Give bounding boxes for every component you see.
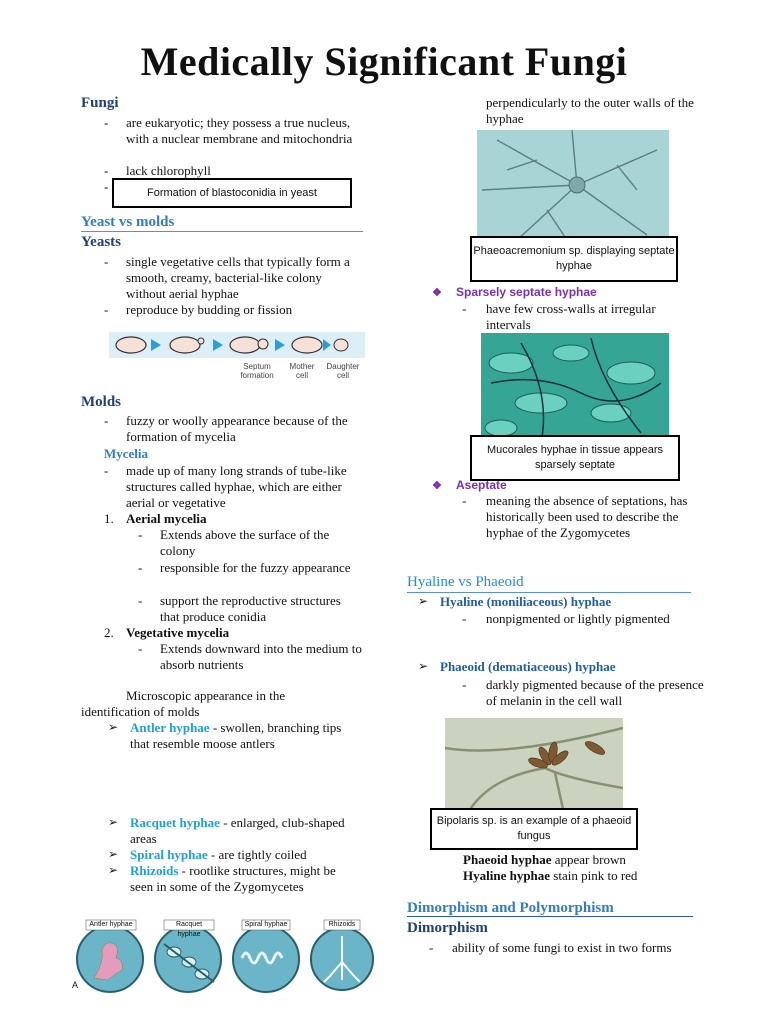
aerial-point-1: Extends above the surface of the colony bbox=[160, 527, 330, 558]
phaeoacremonium-photo bbox=[477, 130, 669, 242]
phaeoacremonium-caption: Phaeoacremonium sp. displaying septate hyphae bbox=[470, 236, 678, 282]
rhizoid-item bbox=[130, 863, 362, 895]
bullet-dash: - bbox=[104, 254, 109, 269]
rhizoid-desc: - rootlike structures, might be seen in some of the Zygomycetes bbox=[130, 863, 336, 894]
section-divider bbox=[81, 231, 363, 232]
bullet-dash: - bbox=[138, 641, 143, 656]
budding-diagram bbox=[109, 330, 365, 382]
blastoconidia-caption: Formation of blastoconidia in yeast bbox=[112, 178, 352, 208]
mucorales-photo bbox=[481, 333, 669, 445]
mycelia-heading: Mycelia bbox=[104, 446, 149, 461]
yeasts-point-2: reproduce by budding or fission bbox=[126, 302, 293, 317]
dimorphism-section-heading: Dimorphism and Polymorphism bbox=[407, 900, 614, 916]
diagram-label-rhizoids: Rhizoids bbox=[328, 921, 356, 928]
vegetative-number: 2. bbox=[104, 625, 114, 640]
phaeoid-note-text: appear brown bbox=[551, 852, 626, 867]
racquet-desc: - enlarged, club-shaped areas bbox=[130, 815, 345, 846]
diagram-label-racquet: Racquet hyphae bbox=[175, 921, 203, 938]
fungi-point-2: lack chlorophyll bbox=[126, 163, 211, 178]
aerial-title: Aerial mycelia bbox=[126, 511, 207, 526]
hyaline-note-bold: Hyaline hyphae bbox=[463, 868, 551, 883]
spiral-desc: - are tightly coiled bbox=[207, 847, 307, 862]
mycelia-point: made up of many long strands of tube-like structures called hyphae, which are either aerial or vegetative bbox=[126, 463, 347, 510]
rhizoid-label: Rhizoids bbox=[130, 863, 179, 878]
hyaline-note-text: stain pink to red bbox=[550, 868, 638, 883]
mucorales-caption: Mucorales hyphae in tissue appears sparsely septate bbox=[470, 435, 680, 481]
sparse-point: have few cross-walls at irregular intervals bbox=[486, 301, 656, 332]
diagram-label-spiral: Spiral hyphae bbox=[244, 921, 288, 928]
bullet-dash: - bbox=[138, 560, 143, 575]
bipolaris-photo bbox=[445, 718, 623, 818]
phaeoid-heading: Phaeoid (dematiaceous) hyphae bbox=[440, 659, 616, 674]
bullet-dash: - bbox=[104, 115, 109, 130]
phaeoid-note bbox=[463, 852, 626, 868]
sparse-heading: Sparsely septate hyphae bbox=[456, 285, 597, 299]
racquet-label: Racquet hyphae bbox=[130, 815, 220, 830]
bullet-dash: - bbox=[104, 302, 109, 317]
bullet-dash: - bbox=[138, 593, 143, 608]
spiral-item bbox=[130, 847, 362, 863]
bullet-dash: - bbox=[104, 179, 109, 194]
bullet-dash: - bbox=[104, 463, 109, 478]
arrow-bullet-icon: ➢ bbox=[418, 594, 429, 608]
hyaline-note bbox=[463, 868, 637, 884]
aerial-number: 1. bbox=[104, 511, 114, 526]
label-septum: Septum formation bbox=[240, 362, 274, 380]
arrow-bullet-icon: ➢ bbox=[108, 863, 119, 877]
bullet-dash: - bbox=[462, 611, 467, 626]
yeast-vs-molds-heading: Yeast vs molds bbox=[81, 214, 175, 230]
dimorphism-point: ability of some fungi to exist in two forms bbox=[452, 940, 672, 955]
hyphae-types-diagram bbox=[74, 918, 374, 996]
arrow-bullet-icon: ➢ bbox=[108, 847, 119, 861]
corner-letter: A bbox=[72, 980, 79, 990]
bullet-dash: - bbox=[462, 301, 467, 316]
molds-point: fuzzy or woolly appearance because of the formation of mycelia bbox=[126, 413, 348, 444]
dimorphism-heading: Dimorphism bbox=[407, 920, 488, 936]
antler-desc: - swollen, branching tips that resemble moose antlers bbox=[130, 720, 342, 751]
bullet-dash: - bbox=[462, 677, 467, 692]
arrow-bullet-icon: ➢ bbox=[108, 815, 119, 829]
bullet-dash: - bbox=[429, 940, 434, 955]
continued-text: perpendicularly to the outer walls of the hyphae bbox=[486, 95, 694, 126]
fungi-point-1: are eukaryotic; they possess a true nucleus, with a nuclear membrane and mitochondria bbox=[126, 115, 353, 146]
aseptate-heading: Aseptate bbox=[456, 478, 507, 492]
aerial-point-3: support the reproductive structures that produce conidia bbox=[160, 593, 341, 624]
aseptate-point: meaning the absence of septations, has historically been used to describe the hyphae of the Zygomycetes bbox=[486, 493, 688, 540]
diamond-bullet-icon: ❖ bbox=[432, 287, 442, 299]
yeasts-point-1: single vegetative cells that typically form a smooth, creamy, bacterial-like colony without aerial hyphae bbox=[126, 254, 350, 301]
arrow-bullet-icon: ➢ bbox=[418, 659, 429, 673]
hyaline-heading: Hyaline (moniliaceous) hyphae bbox=[440, 594, 612, 609]
diamond-bullet-icon: ❖ bbox=[432, 480, 442, 492]
aerial-point-2: responsible for the fuzzy appearance bbox=[160, 560, 351, 575]
section-divider bbox=[407, 592, 691, 593]
diagram-label-antler: Antler hyphae bbox=[89, 921, 133, 928]
label-daughter: Daughter cell bbox=[326, 362, 360, 380]
bullet-dash: - bbox=[462, 493, 467, 508]
bipolaris-caption: Bipolaris sp. is an example of a phaeoid fungus bbox=[430, 808, 638, 850]
vegetative-title: Vegetative mycelia bbox=[126, 625, 230, 640]
microscopic-intro: Microscopic appearance in the identification of molds bbox=[81, 688, 286, 719]
bullet-dash: - bbox=[138, 527, 143, 542]
antler-item bbox=[130, 720, 362, 752]
hyaline-point: nonpigmented or lightly pigmented bbox=[486, 611, 670, 626]
phaeoid-point: darkly pigmented because of the presence of melanin in the cell wall bbox=[486, 677, 704, 708]
racquet-item bbox=[130, 815, 362, 847]
molds-heading: Molds bbox=[81, 394, 122, 410]
phaeoid-note-bold: Phaeoid hyphae bbox=[463, 852, 552, 867]
vegetative-point: Extends downward into the medium to absorb nutrients bbox=[160, 641, 362, 672]
antler-label: Antler hyphae bbox=[130, 720, 210, 735]
hyaline-vs-heading: Hyaline vs Phaeoid bbox=[407, 574, 524, 590]
fungi-heading: Fungi bbox=[81, 95, 119, 111]
label-mother: Mother cell bbox=[289, 362, 315, 380]
arrow-bullet-icon: ➢ bbox=[108, 720, 119, 734]
yeasts-heading: Yeasts bbox=[81, 234, 121, 250]
spiral-label: Spiral hyphae bbox=[130, 847, 208, 862]
section-divider bbox=[407, 916, 693, 917]
page-title: Medically Significant Fungi bbox=[140, 39, 628, 84]
bullet-dash: - bbox=[104, 163, 109, 178]
bullet-dash: - bbox=[104, 413, 109, 428]
